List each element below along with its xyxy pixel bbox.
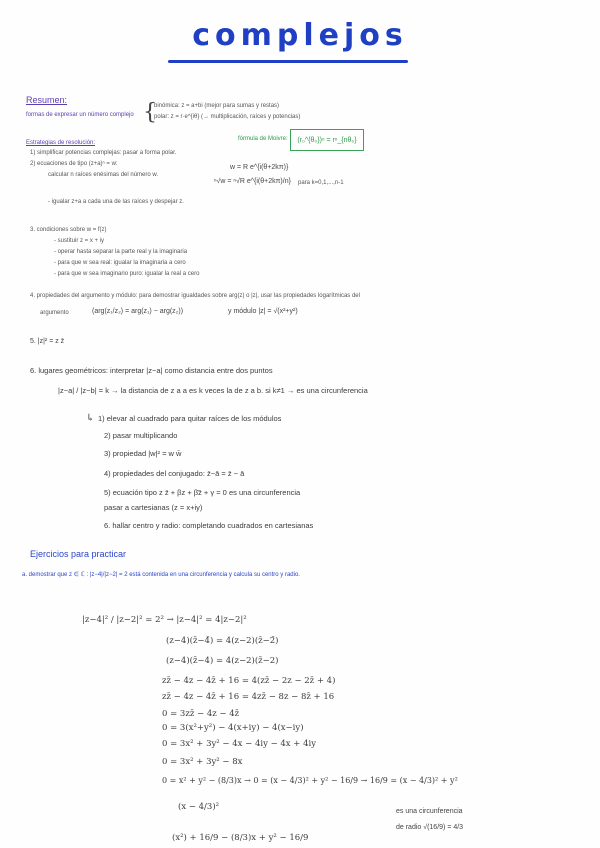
estrategia-1: 1) simplificar potencias complejas: pasar a forma polar. <box>30 150 177 156</box>
lugares-step-5: 5) ecuación tipo z z̄ + βz + β̄z̄ + γ = 0 es una circunferencia <box>104 488 301 497</box>
lugares-heading: 6. lugares geométricos: interpretar |z−a| como distancia entre dos puntos <box>30 366 273 375</box>
condicion-4: - para que w sea imaginario puro: igualar la real a cero <box>54 271 200 277</box>
solucion-paso-4: zz̄ − 4z − 4z̄ + 16 = 4(zz̄ − 2z − 2z̄ + 4) <box>162 676 336 686</box>
solucion-paso-9: 0 = 3x² + 3y² − 8x <box>162 757 243 767</box>
w-equation: w = R e^{i(θ+2kπ)} <box>230 164 289 171</box>
solucion-paso-2: (z−4)(z̄−4̄) = 4(z−2)(z̄−2̄) <box>166 636 279 646</box>
argumento-formula: (arg(z₁/z₂) = arg(z₁) − arg(z₂)) <box>92 308 184 315</box>
lugares-step-1: 1) elevar al cuadrado para quitar raíces de los módulos <box>98 414 282 423</box>
solucion-paso-7: 0 = 3(x²+y²) − 4(x+iy) − 4(x−iy) <box>162 723 304 733</box>
propiedades-line-1: 4. propiedades del argumento y módulo: para demostrar igualdades sobre arg(z) o |z|, usar las propiedades logarítmicas del <box>30 293 360 299</box>
ejercicios-heading: Ejercicios para practicar <box>30 549 127 559</box>
estrategia-2-sub: calcular n raíces enésimas del número w. <box>48 172 159 178</box>
solucion-paso-5: zz̄ − 4z − 4z̄ + 16 = 4zz̄ − 8z − 8z̄ + 16 <box>162 692 335 702</box>
title-underline <box>168 60 408 63</box>
resumen-brace: { <box>143 100 157 125</box>
lugares-step-2: 2) pasar multiplicando <box>104 431 178 440</box>
page-title: complejos <box>192 18 408 53</box>
condicion-2: - operar hasta separar la parte real y la imaginaria <box>54 249 188 255</box>
moivre-formula-box: (r₀^{θ₀})ⁿ = rⁿ_{nθ₀} <box>290 129 364 151</box>
solucion-paso-8: 0 = 3x² + 3y² − 4x − 4iy − 4x + 4iy <box>162 739 317 749</box>
solucion-paso-10: 0 = x² + y² − (8/3)x → 0 = (x − 4/3)² + y² − 16/9 → 16/9 = (x − 4/3)² + y² <box>162 776 458 785</box>
conclusion-circunferencia: es una circunferencia <box>396 808 463 815</box>
lugares-step-4: 4) propiedades del conjugado: z̄−ā = z̄ − ā <box>104 469 245 478</box>
solucion-paso-11: (x − 4/3)² <box>178 802 220 812</box>
root-equation: ⁿ√w = ⁿ√R e^{i(θ+2kπ)/n} <box>214 178 291 185</box>
estrategia-2-sub2: - igualar z+a a cada una de las raíces y despejar z. <box>48 199 184 205</box>
modulo-formula: y módulo |z| = √(x²+y²) <box>228 308 298 315</box>
lugares-step-6: 6. hallar centro y radio: completando cuadrados en cartesianas <box>104 521 314 530</box>
resumen-heading: Resumen: <box>26 95 68 105</box>
condicion-1: - sustituir z = x + iy <box>54 238 105 244</box>
modulo-cuadrado: 5. |z|² = z z̄ <box>30 338 65 345</box>
moivre-label: fórmula de Moivre: <box>238 136 288 142</box>
solucion-paso-6: 0 = 3zz̄ − 4z − 4z̄ <box>162 709 240 719</box>
forma-binomica: binómica: z = a+bi (mejor para sumas y restas) <box>154 103 280 109</box>
estrategias-heading: Estrategias de resolución: <box>26 140 96 146</box>
solucion-paso-12: (x²) + 16/9 − (8/3)x + y² − 16/9 <box>172 833 309 843</box>
conclusion-radio: de radio √(16/9) = 4/3 <box>396 824 464 831</box>
lugares-equation: |z−a| / |z−b| = k → la distancia de z a a es k veces la de z a b. si k≠1 → es una circunferencia <box>58 386 368 395</box>
ejercicio-enunciado: a. demostrar que z ∈ ℂ : |z−4|/|z−2| = 2 está contenida en una circunferencia y calcula su centro y radio. <box>22 572 300 578</box>
k-range: para k=0,1,...,n-1 <box>298 180 344 186</box>
propiedades-argumento-label: argumento <box>40 310 69 316</box>
solucion-paso-3: (z−4)(z̄−4) = 4(z−2)(z̄−2) <box>166 656 279 666</box>
lugares-step-3: 3) propiedad |w|² = w w̄ <box>104 449 182 458</box>
forma-polar: polar: z = r·e^{iθ} (→ multiplicación, raíces y potencias) <box>154 114 301 120</box>
condicion-3: - para que w sea real: igualar la imaginaria a cero <box>54 260 186 266</box>
solucion-paso-1: |z−4|² / |z−2|² = 2² → |z−4|² = 4|z−2|² <box>82 615 247 625</box>
lugares-arrow-icon: ↳ <box>86 413 95 424</box>
condiciones-heading: 3. condiciones sobre w = f(z) <box>30 227 107 233</box>
formas-label: formas de expresar un número complejo <box>26 112 134 118</box>
estrategia-2: 2) ecuaciones de tipo (z+a)ⁿ = w: <box>30 161 118 167</box>
lugares-step-5b: pasar a cartesianas (z = x+iy) <box>104 503 203 512</box>
